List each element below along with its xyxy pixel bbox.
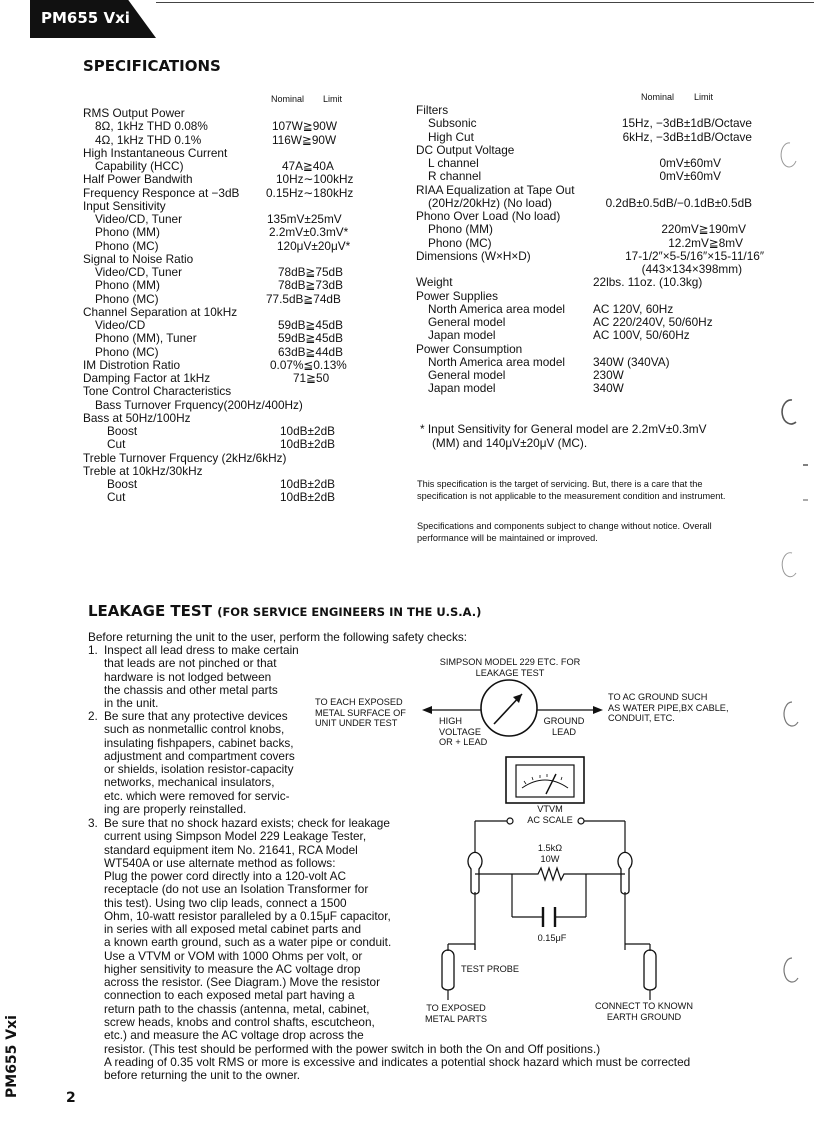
item-line: that leads are not pinched or that xyxy=(104,656,277,671)
spec-value: 10dB±2dB xyxy=(280,437,336,452)
spec-label: High Instantaneous Current xyxy=(83,145,228,160)
spec-label: Phono (MM) xyxy=(95,278,160,293)
input-sensitivity-footnote-1: * Input Sensitivity for General model are 2.2mV±0.3mV xyxy=(420,422,707,436)
item-line: return path to the chassis (antenna, metal, cabinet, xyxy=(104,1001,370,1016)
item-line: Plug the power cord directly into a 120-volt AC xyxy=(104,869,346,883)
spec-value: 340W xyxy=(593,381,624,396)
item-line: adjustment and compartment covers xyxy=(104,748,295,763)
spec-label: L channel xyxy=(428,156,479,170)
spec-label: Phono (MM) xyxy=(95,225,160,240)
spec-value: 10dB±2dB xyxy=(280,424,336,438)
spec-label: General model xyxy=(428,368,506,382)
leakage-intro: Before returning the unit to the user, perform the following safety checks: xyxy=(88,630,468,644)
spec-label: Boost xyxy=(107,424,138,438)
spec-label: 4Ω, 1kHz THD 0.1% xyxy=(95,132,202,147)
spec-value: 78dB≧73dB xyxy=(278,278,343,293)
spec-label: Capability (HCC) xyxy=(95,159,184,173)
item-line: in series with all exposed metal cabinet parts and xyxy=(104,922,362,936)
spec-value: 6kHz, −3dB±1dB/Octave xyxy=(622,129,752,144)
spec-label: Frequency Responce at −3dB xyxy=(83,185,240,200)
item-number: 3. xyxy=(88,816,98,830)
spec-value: 10dB±2dB xyxy=(280,490,336,505)
spec-label: Video/CD xyxy=(95,318,146,332)
spec-value: 59dB≧45dB xyxy=(278,331,343,346)
spec-value: 78dB≧75dB xyxy=(278,265,343,279)
model-header-text: PM655 Vxi xyxy=(41,9,130,27)
spec-value: AC 120V, 60Hz xyxy=(593,301,674,316)
spec-value: 107W≧90W xyxy=(272,119,337,134)
left-label-line-3: UNIT UNDER TEST xyxy=(315,718,398,728)
spec-value: 0.15Hz∼180kHz xyxy=(266,185,354,200)
spec-label: Power Consumption xyxy=(416,341,523,356)
spec-value: 12.2mV≧8mV xyxy=(668,235,743,250)
ground-probe-icon xyxy=(644,950,656,990)
item-line: the chassis and other metal parts xyxy=(104,682,278,697)
spec-label: DC Output Voltage xyxy=(416,142,515,157)
spec-label: Bass at 50Hz/100Hz xyxy=(83,410,191,425)
diagram-capacitor-label: 0.15μF xyxy=(537,933,567,943)
resistor-wattage: 10W xyxy=(540,853,560,864)
spec-label: Channel Separation at 10kHz xyxy=(83,304,238,319)
servicing-note: This specification is the target of servicing. But, there is a care that the specification is not applicable to the measurement condition and instrument. xyxy=(417,479,726,501)
high-label-line-1: HIGH xyxy=(439,716,462,726)
spec-value: 2.2mV±0.3mV* xyxy=(269,225,349,240)
right-label-line-2: AS WATER PIPE,BX CABLE, xyxy=(608,702,729,713)
spec-label: R channel xyxy=(428,169,482,184)
spec-value: 116W≧90W xyxy=(272,132,337,147)
left-arrow-icon xyxy=(422,706,432,714)
change-notice: Specifications and components subject to change without notice. Overall performance will be maintained or improved. xyxy=(417,521,712,543)
left-col-nominal: Nominal xyxy=(271,94,305,104)
spec-label: Phono (MC) xyxy=(95,238,159,253)
item-line: screw heads, knobs and control shafts, escutcheon, xyxy=(104,1014,375,1029)
item-line: etc. which were removed for servic- xyxy=(104,788,290,803)
spec-label: Power Supplies xyxy=(416,288,498,303)
spec-label: Dimensions (W×H×D) xyxy=(416,248,531,263)
spec-label: Subsonic xyxy=(428,116,477,131)
item-line: in the unit. xyxy=(104,696,159,710)
ground-label-line-2: LEAD xyxy=(551,726,576,737)
spec-label: IM Distrotion Ratio xyxy=(83,357,181,372)
spec-value: 0.2dB±0.5dB/−0.1dB±0.5dB xyxy=(605,195,752,210)
spec-value: 71≧50 xyxy=(293,371,330,385)
item-line: this test). Using two clip leads, connect a 1500 xyxy=(104,895,347,910)
item-line: Ohm, 10-watt resistor paralleled by a 0.15μF capacitor, xyxy=(104,908,391,923)
spec-label: Phono Over Load (No load) xyxy=(416,209,561,223)
leakage-tail-2: A reading of 0.35 volt RMS or more is excessive and indicates a potential shock hazard which must be corrected xyxy=(104,1055,691,1069)
spec-value: 135mV±25mV xyxy=(267,212,342,226)
item-line: hardware is not lodged between xyxy=(104,669,272,684)
diagram-high-voltage-label xyxy=(439,716,487,748)
spec-label: General model xyxy=(428,315,506,329)
resistor-symbol-icon xyxy=(512,868,586,880)
leakage-title-sub: (FOR SERVICE ENGINEERS IN THE U.S.A.) xyxy=(217,605,482,619)
item-number: 1. xyxy=(88,643,98,657)
vertical-model-label: PM655 Vxi xyxy=(4,1015,20,1098)
spec-label: Boost xyxy=(107,477,138,491)
item-line: ing are properly reinstalled. xyxy=(104,801,247,816)
spec-label: Japan model xyxy=(428,328,496,343)
diagram-resistor-label xyxy=(530,843,570,864)
spec-value: 230W xyxy=(593,368,624,382)
right-label-line-3: CONDUIT, ETC. xyxy=(608,713,675,723)
exposed-label-line-1: TO EXPOSED xyxy=(426,1003,486,1013)
right-label-line-1: TO AC GROUND SUCH xyxy=(608,692,708,702)
right-col-nominal: Nominal xyxy=(641,92,675,102)
vtvm-label-line-2: AC SCALE xyxy=(527,814,573,825)
spec-label: Cut xyxy=(107,437,126,452)
spec-label: Treble at 10kHz/30kHz xyxy=(83,463,203,478)
item-line: a known earth ground, such as a water pipe or conduit. xyxy=(104,935,392,950)
left-label-line-2: METAL SURFACE OF xyxy=(315,707,406,718)
item-line: Be sure that any protective devices xyxy=(104,709,288,723)
item-line: networks, mechanical insulators, xyxy=(104,775,275,790)
spec-label: High Cut xyxy=(428,129,474,144)
spec-value: AC 220/240V, 50/60Hz xyxy=(593,315,713,329)
spec-label: Half Power Bandwith xyxy=(83,172,193,187)
spec-label: RIAA Equalization at Tape Out xyxy=(416,182,575,197)
leakage-tail-3: before returning the unit to the owner. xyxy=(104,1068,301,1082)
item-line: receptacle (do not use an Isolation Transformer for xyxy=(104,882,369,897)
diagram-ground-lead-label xyxy=(542,716,586,737)
tester-label-line-1: SIMPSON MODEL 229 ETC. FOR xyxy=(439,657,581,667)
spec-label: Tone Control Characteristics xyxy=(83,384,232,399)
spec-value: 0mV±60mV xyxy=(659,156,721,170)
vtvm-label-line-1: VTVM xyxy=(537,804,563,814)
spec-label: Phono (MC) xyxy=(95,344,159,359)
spec-label: 8Ω, 1kHz THD 0.08% xyxy=(95,119,208,134)
test-probe-icon xyxy=(442,950,454,990)
item-line: current using Simpson Model 229 Leakage Tester, xyxy=(104,829,367,844)
earth-label-line-2: EARTH GROUND xyxy=(606,1011,682,1022)
spec-label: Damping Factor at 1kHz xyxy=(83,371,211,385)
specifications-title: SPECIFICATIONS xyxy=(83,57,221,75)
spec-label: (20Hz/20kHz) (No load) xyxy=(428,195,552,210)
item-line: Use a VTVM or VOM with 1000 Ohms per volt, or xyxy=(104,948,363,963)
ground-label-line-1: GROUND xyxy=(543,716,585,726)
spec-value: 10dB±2dB xyxy=(280,477,336,491)
spec-value: 22lbs. 11oz. (10.3kg) xyxy=(593,275,703,290)
spec-label: Phono (MM), Tuner xyxy=(95,331,197,346)
leakage-title-main: LEAKAGE TEST xyxy=(88,602,212,620)
item-line: or shields, isolation resistor-capacity xyxy=(104,762,294,776)
resistor-value: 1.5kΩ xyxy=(537,843,563,853)
diagram-right-label xyxy=(608,692,729,724)
item-line: insulating fishpapers, cabinet backs, xyxy=(104,735,294,750)
diagram-exposed-label xyxy=(413,1003,499,1024)
page-number: 2 xyxy=(66,1090,76,1106)
spec-label: North America area model xyxy=(428,354,566,369)
item-line: connection to each exposed metal part having a xyxy=(104,988,355,1003)
diagram-left-label xyxy=(315,697,406,729)
exposed-label-line-2: METAL PARTS xyxy=(425,1013,487,1024)
spec-label: Treble Turnover Frquency (2kHz/6kHz) xyxy=(83,450,287,465)
spec-label: Phono (MC) xyxy=(428,235,492,250)
spec-value: 59dB≧45dB xyxy=(278,318,343,332)
spec-label: Video/CD, Tuner xyxy=(95,265,182,279)
left-col-limit: Limit xyxy=(323,94,343,104)
item-line: Be sure that no shock hazard exists; check for leakage xyxy=(104,816,390,830)
spec-label: Input Sensitivity xyxy=(83,198,166,213)
earth-label-line-1: CONNECT TO KNOWN xyxy=(594,1001,693,1011)
spec-label: Bass Turnover Frquency(200Hz/400Hz) xyxy=(95,397,303,412)
high-label-line-3: OR + LEAD xyxy=(439,737,488,747)
right-col-limit: Limit xyxy=(694,92,714,102)
spec-value: 63dB≧44dB xyxy=(278,344,343,359)
spec-label: Phono (MC) xyxy=(95,291,159,306)
spec-value: 15Hz, −3dB±1dB/Octave xyxy=(621,116,752,131)
spec-value: 77.5dB≧74dB xyxy=(266,291,341,306)
spec-label: Japan model xyxy=(428,381,496,396)
spec-value: AC 100V, 50/60Hz xyxy=(593,328,690,343)
spec-label: Signal to Noise Ratio xyxy=(83,251,194,266)
item-line: higher sensitivity to measure the AC voltage drop xyxy=(104,961,361,976)
spec-label: North America area model xyxy=(428,301,566,316)
spec-value: 0.07%≦0.13% xyxy=(270,357,347,372)
spec-label: Phono (MM) xyxy=(428,222,493,237)
spec-value: 0mV±60mV xyxy=(659,169,721,184)
item-line: Inspect all lead dress to make certain xyxy=(104,643,299,657)
spec-value: 10Hz∼100kHz xyxy=(276,172,354,187)
left-label-line-1: TO EACH EXPOSED xyxy=(315,697,403,707)
item-number: 2. xyxy=(88,709,98,723)
item-line: etc.) and measure the AC voltage drop across the xyxy=(104,1028,364,1042)
spec-value: 47A≧40A xyxy=(282,159,334,173)
diagram-test-probe-label: TEST PROBE xyxy=(461,964,520,974)
leakage-tail-1: resistor. (This test should be performed with the power switch in both the On and Off positions.) xyxy=(104,1042,601,1056)
spec-label: Video/CD, Tuner xyxy=(95,212,182,226)
spec-label: RMS Output Power xyxy=(83,106,185,120)
tester-label-line-2: LEAKAGE TEST xyxy=(475,667,545,678)
spec-label: Weight xyxy=(416,275,453,290)
spec-value: 17-1/2″×5-5/16″×15-11/16″ xyxy=(625,248,764,263)
spec-label: Cut xyxy=(107,490,126,505)
input-sensitivity-footnote-2: (MM) and 140μV±20μV (MC). xyxy=(432,436,588,450)
item-line: WT540A or use alternate method as follows: xyxy=(104,855,336,870)
diagram-earth-label xyxy=(586,1001,702,1022)
spec-value: (443×134×398mm) xyxy=(641,262,742,276)
item-line: across the resistor. (See Diagram.) Move the resistor xyxy=(104,975,381,989)
spec-value: 340W (340VA) xyxy=(593,354,670,369)
spec-label: Filters xyxy=(416,103,449,117)
item-line: standard equipment item No. 21641, RCA Model xyxy=(104,842,358,857)
item-line: such as nonmetallic control knobs, xyxy=(104,722,285,737)
diagram-vtvm-label xyxy=(520,804,580,825)
spec-value: 120μV±20μV* xyxy=(277,238,351,253)
spec-value: 220mV≧190mV xyxy=(661,222,746,237)
right-arrow-icon xyxy=(593,706,603,714)
high-label-line-2: VOLTAGE xyxy=(439,726,482,737)
diagram-tester-label xyxy=(426,657,594,678)
